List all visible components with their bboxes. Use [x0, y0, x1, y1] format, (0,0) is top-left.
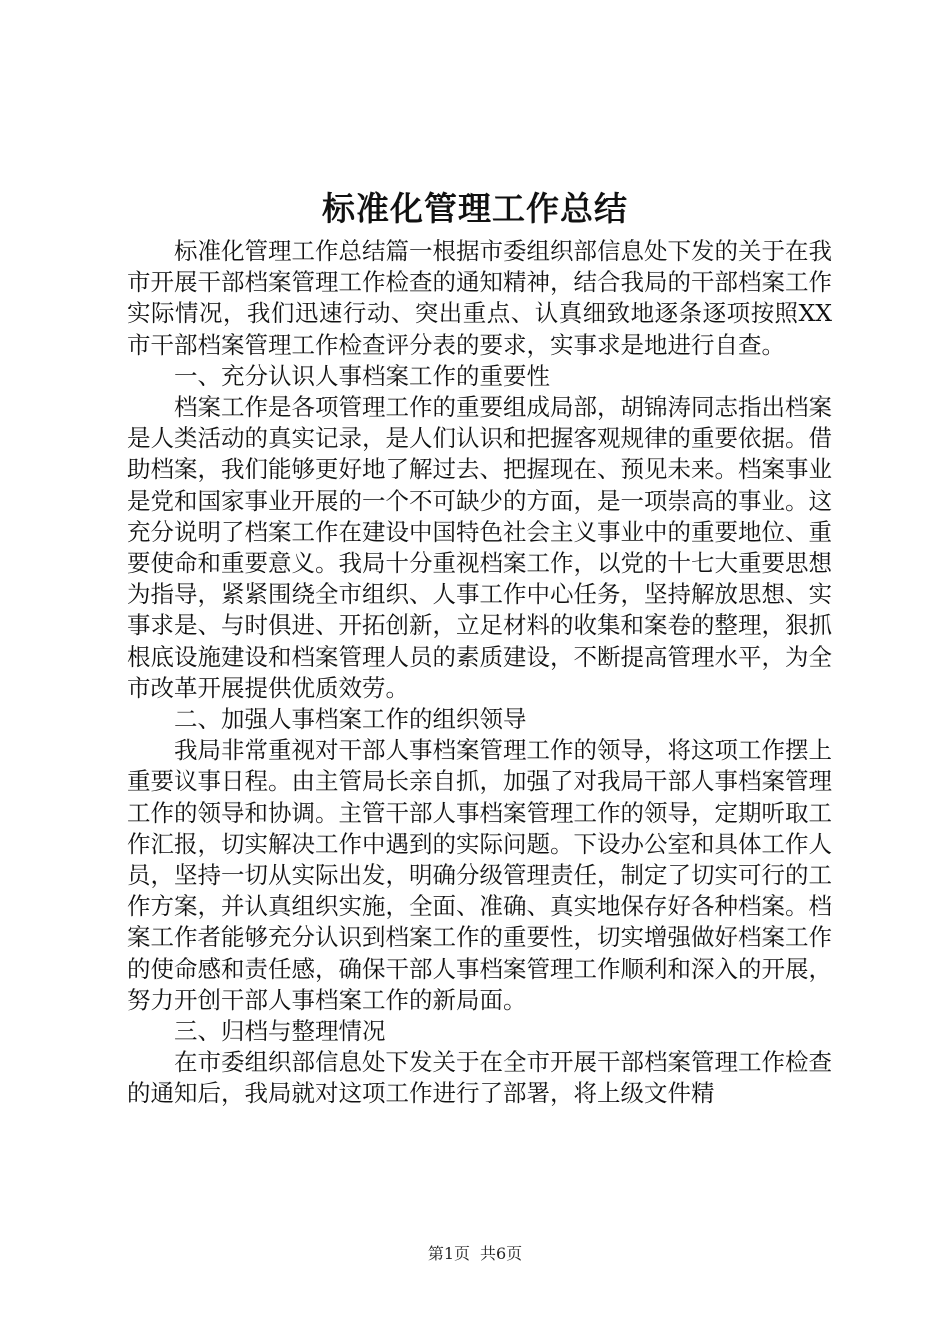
paragraph-intro: 标准化管理工作总结篇一根据市委组织部信息处下发的关于在我市开展干部档案管理工作检查的通知精神，结合我局的干部档案工作实际情况，我们迅速行动、突出重点、认真细致地逐条逐项按照XX市干部档案管理工作检查评分表的要求，实事求是地进行自查。	[127, 237, 832, 359]
page-footer	[0, 1242, 950, 1266]
document-body	[127, 236, 832, 1110]
section-heading-1: 一、充分认识人事档案工作的重要性	[174, 361, 550, 390]
page-total: 共6页	[480, 1244, 523, 1263]
paragraph-section-1: 档案工作是各项管理工作的重要组成局部，胡锦涛同志指出档案是人类活动的真实记录，是人们认识和把握客观规律的重要依据。借助档案，我们能够更好地了解过去、把握现在、预见未来。档案事业是党和国家事业开展的一个不可缺少的方面，是一项崇高的事业。这充分说明了档案工作在建设中国特色社会主义事业中的重要地位、重要使命和重要意义。我局十分重视档案工作，以党的十七大重要思想为指导，紧紧围绕全市组织、人事工作中心任务，坚持解放思想、实事求是、与时俱进、开拓创新，立足材料的收集和案卷的整理，狠抓根底设施建设和档案管理人员的素质建设，不断提高管理水平，为全市改革开展提供优质效劳。	[127, 393, 832, 702]
paragraph-section-3: 在市委组织部信息处下发关于在全市开展干部档案管理工作检查的通知后，我局就对这项工作进行了部署，将上级文件精	[127, 1048, 832, 1108]
document-title: 标准化管理工作总结	[322, 189, 628, 228]
paragraph-section-2: 我局非常重视对干部人事档案管理工作的领导，将这项工作摆上重要议事日程。由主管局长亲自抓，加强了对我局干部人事档案管理工作的领导和协调。主管干部人事档案管理工作的领导，定期听取工作汇报，切实解决工作中遇到的实际问题。下设办公室和具体工作人员，坚持一切从实际出发，明确分级管理责任，制定了切实可行的工作方案，并认真组织实施，全面、准确、真实地保存好各种档案。档案工作者能够充分认识到档案工作的重要性，切实增强做好档案工作的使命感和责任感，确保干部人事档案管理工作顺利和深入的开展，努力开创干部人事档案工作的新局面。	[127, 736, 832, 1014]
page-number: 第1页	[427, 1244, 470, 1263]
section-heading-2: 二、加强人事档案工作的组织领导	[174, 705, 527, 734]
section-heading-3: 三、归档与整理情况	[174, 1017, 386, 1046]
